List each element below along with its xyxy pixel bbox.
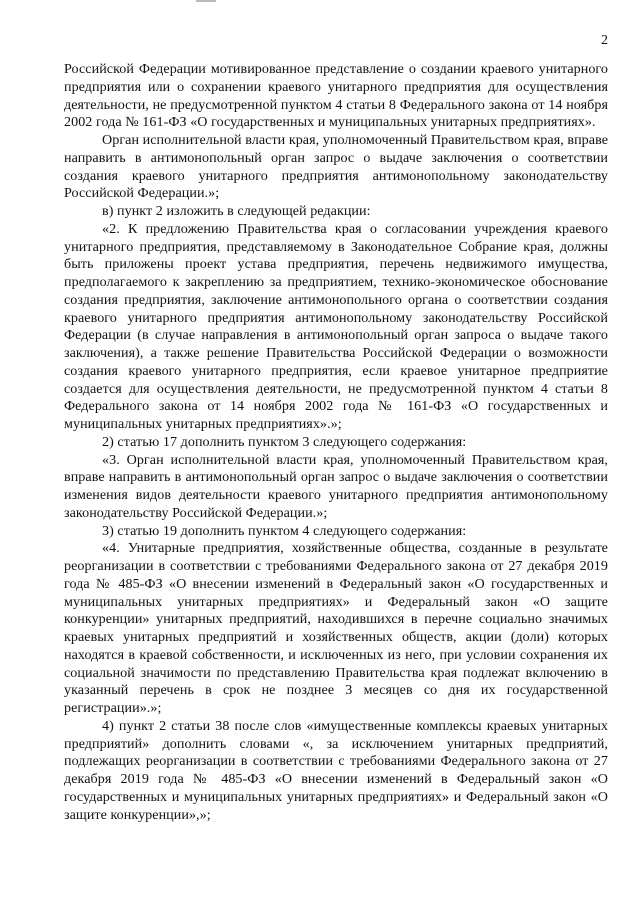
paragraph-point-3-text: «3. Орган исполнительной власти края, уполномоченный Правительством края, вправе направить в антимонопольный орган запрос о выдаче заключения о соответствии изменения видов деятельности краевого унитарного предприятия антимонопольному законодательству Российской Федерации.»; [64, 451, 608, 521]
paragraph-item-v: в) пункт 2 изложить в следующей редакции: [102, 203, 371, 219]
paragraph-point-4-text: «4. Унитарные предприятия, хозяйственные общества, созданные в результате реорганизации в соответствии с требованиями Федерального закона от 27 декабря 2019 года № 485-ФЗ «О внесении изменений в Федеральный закон «О государственных и муниципальных унитарных предприятиях» и Федеральный закон «О защите конкуренции» унитарных предприятий, находившихся в перечне социально значимых краевых унитарных предприятий и хозяйственных обществ, акции (доли) которых находятся в краевой собственности, и исключенных из него, при условии сохранения их социальной значимости по представлению Правительства края подлежат включению в указанный перечень в срок не позднее 3 месяцев со дня их государственной регистрации».»; [64, 540, 608, 716]
paragraph-point-2-text: «2. К предложению Правительства края о согласовании учреждения краевого унитарного предприятия, представляемому в Законодательное Собрание края, должны быть приложены проект устава предприятия, перечень недвижимого имущества, предполагаемого к закреплению за предприятием, технико-экономическое обоснование создания предприятия, заключение антимонопольного органа о соответствии создания краевого унитарного предприятия антимонопольному законодательству Российской Федерации (в случае направления в антимонопольный орган запроса о выдаче такого заключения), а также решение Правительства Российской Федерации о возможности создания краевого унитарного предприятия, если краевое унитарное предприятие создается для осуществления деятельности, не предусмотренной пунктом 4 статьи 8 Федерального закона от 14 ноября 2002 года № 161-ФЗ «О государственных и муниципальных унитарных предприятиях».»; [64, 220, 608, 432]
document-body [64, 61, 608, 824]
paragraph-executive-authority-request: Орган исполнительной власти края, уполномоченный Правительством края, вправе направить в антимонопольный орган запрос о выдаче заключения о соответствии создания краевого унитарного предприятия антимонопольному законодательству Российской Федерации.»; [64, 132, 609, 202]
scan-artifact-mark [196, 0, 216, 2]
page-number: 2 [601, 33, 608, 48]
paragraph-article-17-amendment: 2) статью 17 дополнить пунктом 3 следующего содержания: [102, 433, 467, 450]
paragraph-article-19-amendment: 3) статью 19 дополнить пунктом 4 следующего содержания: [102, 522, 467, 539]
paragraph-article-38-amendment: 4) пункт 2 статьи 38 после слов «имущественные комплексы краевых унитарных предприятий» дополнить словами «, за исключением унитарных предприятий, подлежащих реорганизации в соответствии с требованиями Федерального закона от 27 декабря 2019 года № 485-ФЗ «О внесении изменений в Федеральный закон «О государственных и муниципальных унитарных предприятиях» и Федеральный закон «О защите конкуренции»,»; [64, 717, 608, 823]
paragraph-continuation: Российской Федерации мотивированное представление о создании краевого унитарного предприятия или о сохранении краевого унитарного предприятия для осуществления деятельности, не предусмотренной пунктом 4 статьи 8 Федерального закона от 14 ноября 2002 года № 161-ФЗ «О государственных и муниципальных унитарных предприятиях». [64, 61, 608, 131]
